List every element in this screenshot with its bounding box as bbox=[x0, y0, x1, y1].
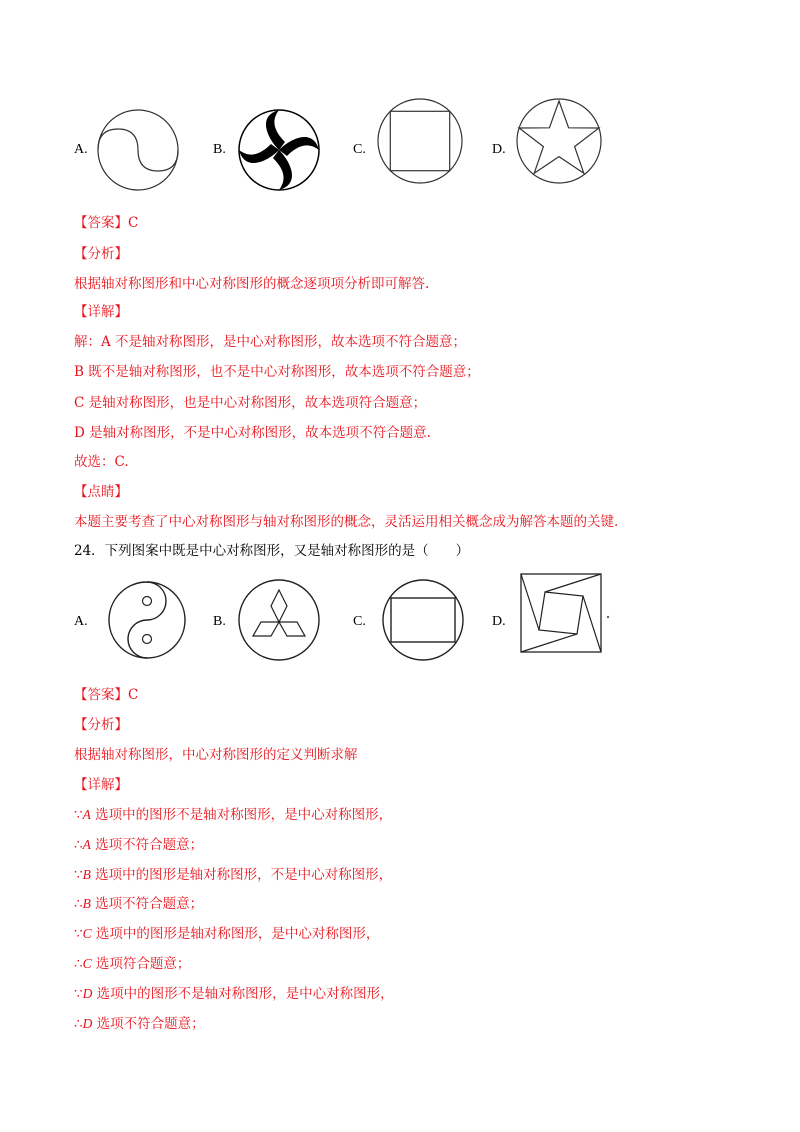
therefore-symbol: ∴ bbox=[74, 896, 83, 912]
q24-detail-line bbox=[74, 836, 203, 854]
option-d-figure bbox=[515, 97, 603, 185]
q23-detail-line: B 既不是轴对称图形，也不是中心对称图形，故本选项不符合题意； bbox=[74, 364, 480, 380]
therefore-symbol: ∴ bbox=[74, 837, 83, 853]
detail-text: 选项不符合题意； bbox=[90, 896, 204, 912]
option-a-figure bbox=[106, 579, 188, 661]
answer-tag: 【答案】 bbox=[74, 215, 128, 231]
option-letter: A bbox=[82, 807, 91, 822]
detail-text: 选项中的图形不是轴对称图形，是中心对称图形， bbox=[90, 807, 393, 823]
therefore-symbol: ∴ bbox=[74, 956, 83, 972]
option-b-label: B. bbox=[213, 614, 226, 629]
option-letter: A bbox=[82, 837, 91, 852]
option-d-figure bbox=[519, 572, 611, 654]
q23-comment-text: 本题主要考查了中心对称图形与轴对称图形的概念，灵活运用相关概念成为解答本题的关键. bbox=[74, 514, 619, 530]
option-d-label: D. bbox=[492, 142, 506, 157]
option-c-label: C. bbox=[353, 142, 366, 157]
q23-analysis-tag: 【分析】 bbox=[74, 246, 128, 262]
option-letter: C bbox=[82, 926, 92, 941]
q24-analysis-tag: 【分析】 bbox=[74, 717, 128, 733]
q24-question: 24．下列图案中既是中心对称图形，又是轴对称图形的是（ ） bbox=[74, 543, 470, 559]
because-symbol: ∵ bbox=[74, 807, 83, 823]
q23-detail-line: D 是轴对称图形，不是中心对称图形，故本选项不符合题意. bbox=[74, 425, 431, 441]
q23-conclusion: 故选：C. bbox=[74, 454, 129, 470]
option-a-figure bbox=[95, 107, 181, 193]
option-letter: B bbox=[82, 896, 91, 911]
answer-value: C bbox=[128, 215, 139, 231]
q23-detail-line: 解：A 不是轴对称图形，是中心对称图形，故本选项不符合题意； bbox=[74, 334, 467, 350]
q24-detail-line bbox=[74, 985, 394, 1003]
q24-detail-line bbox=[74, 955, 190, 973]
q24-detail-line bbox=[74, 866, 392, 884]
option-letter: D bbox=[82, 986, 93, 1001]
option-a-label: A. bbox=[74, 614, 88, 629]
answer-value: C bbox=[128, 687, 139, 703]
q24-detail-line bbox=[74, 806, 392, 824]
q23-analysis-text: 根据轴对称图形和中心对称图形的概念逐项项分析即可解答. bbox=[74, 276, 430, 292]
option-c-figure bbox=[381, 578, 465, 662]
q23-detail-tag: 【详解】 bbox=[74, 304, 128, 320]
because-symbol: ∵ bbox=[74, 867, 83, 883]
because-symbol: ∵ bbox=[74, 926, 83, 942]
because-symbol: ∵ bbox=[74, 986, 83, 1002]
option-letter: D bbox=[82, 1016, 93, 1031]
q23-detail-line: C 是轴对称图形，也是中心对称图形，故本选项符合题意； bbox=[74, 395, 427, 411]
q24-detail-line bbox=[74, 895, 203, 913]
option-c-label: C. bbox=[353, 614, 366, 629]
q23-answer bbox=[74, 214, 138, 232]
detail-text: 选项中的图形是轴对称图形，不是中心对称图形， bbox=[90, 867, 393, 883]
q24-analysis-text: 根据轴对称图形，中心对称图形的定义判断求解 bbox=[74, 747, 358, 763]
q23-comment-tag: 【点睛】 bbox=[74, 484, 128, 500]
answer-tag: 【答案】 bbox=[74, 687, 128, 703]
detail-text: 选项符合题意； bbox=[91, 956, 191, 972]
q24-detail-tag: 【详解】 bbox=[74, 777, 128, 793]
q24-detail-line bbox=[74, 1015, 205, 1033]
option-d-label: D. bbox=[492, 614, 506, 629]
q24-answer bbox=[74, 686, 138, 704]
q24-detail-line bbox=[74, 925, 379, 943]
option-b-figure bbox=[237, 108, 321, 192]
option-letter: C bbox=[82, 956, 92, 971]
option-c-figure bbox=[376, 97, 464, 185]
detail-text: 选项中的图形不是轴对称图形，是中心对称图形， bbox=[92, 986, 394, 1002]
therefore-symbol: ∴ bbox=[74, 1016, 83, 1032]
detail-text: 选项中的图形是轴对称图形，是中心对称图形， bbox=[91, 926, 380, 942]
option-letter: B bbox=[82, 867, 91, 882]
detail-text: 选项不符合题意； bbox=[90, 837, 204, 853]
option-b-label: B. bbox=[213, 142, 226, 157]
option-a-label: A. bbox=[74, 142, 88, 157]
option-b-figure bbox=[237, 578, 321, 662]
detail-text: 选项不符合题意； bbox=[92, 1016, 205, 1032]
